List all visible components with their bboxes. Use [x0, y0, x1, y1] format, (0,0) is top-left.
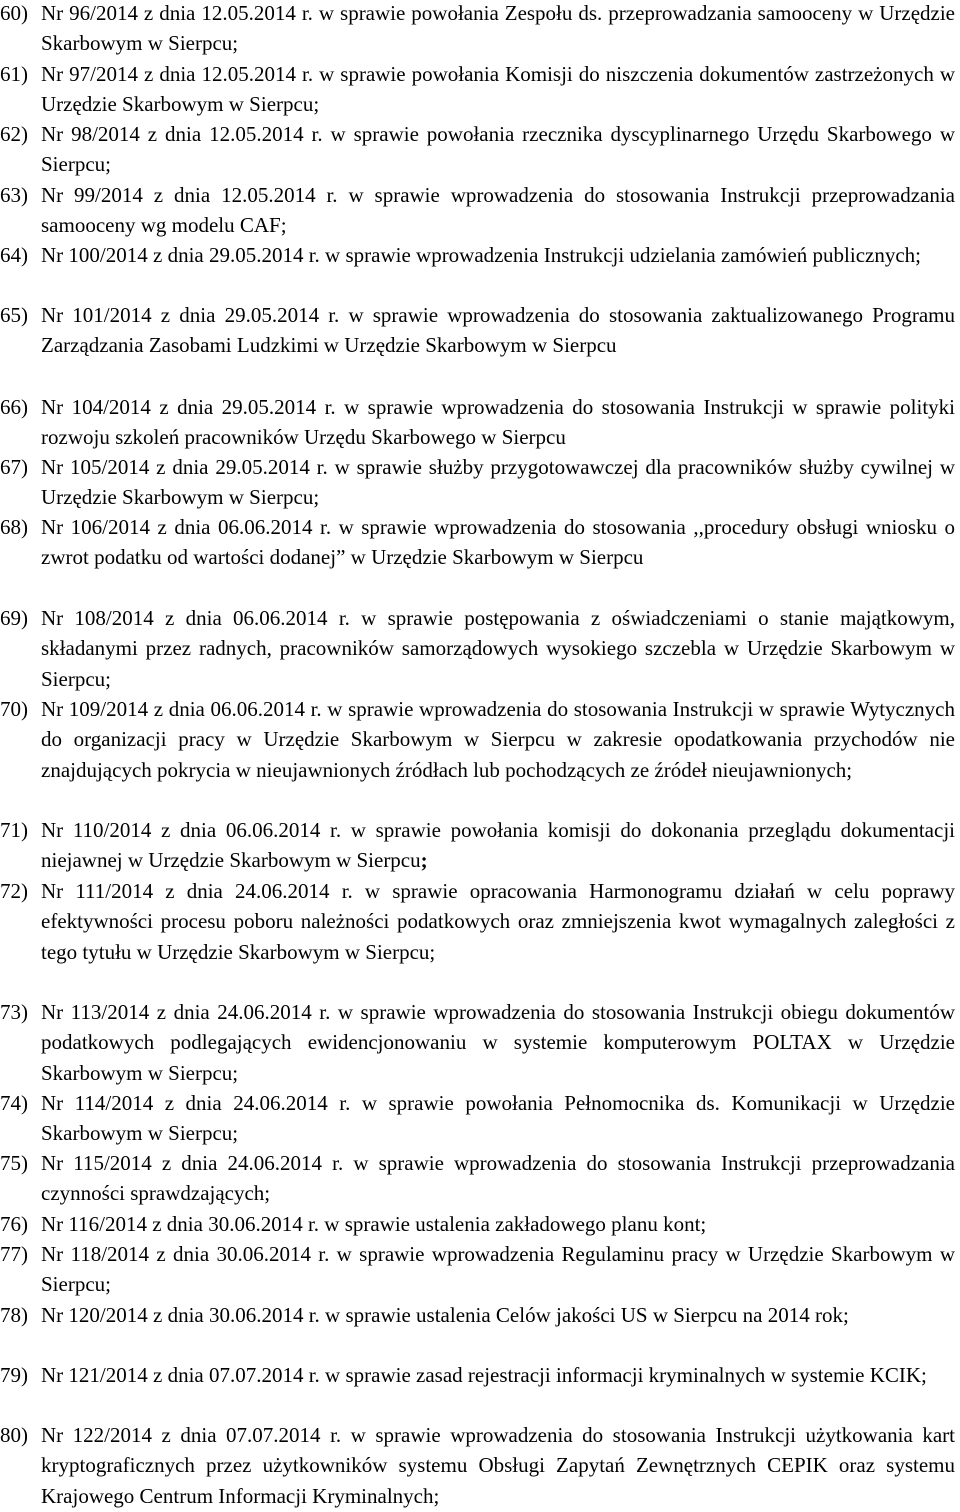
list-item — [0, 180, 955, 241]
list-item-number: 80) — [0, 1423, 28, 1447]
list-item-text: Nr 114/2014 z dnia 24.06.2014 r. w sprawie powołania Pełnomocnika ds. Komunikacji w Urzędzie Skarbowym w Sierpcu; — [41, 1091, 955, 1146]
list-item — [0, 240, 955, 270]
list-item — [0, 392, 955, 453]
list-item-text: Nr 99/2014 z dnia 12.05.2014 r. w sprawie wprowadzenia do stosowania Instrukcji przeprowadzania samooceny wg modelu CAF; — [41, 183, 955, 238]
list-item-number: 66) — [0, 395, 28, 419]
list-item-text: Nr 106/2014 z dnia 06.06.2014 r. w sprawie wprowadzenia do stosowania ,,procedury obsługi wniosku o zwrot podatku od wartości dodanej” w Urzędzie Skarbowym w Sierpcu — [41, 515, 955, 570]
list-item-text: Nr 96/2014 z dnia 12.05.2014 r. w sprawie powołania Zespołu ds. przeprowadzania samooceny w Urzędzie Skarbowym w Sierpcu; — [41, 1, 955, 56]
list-item — [0, 512, 955, 573]
list-item — [0, 1420, 955, 1511]
list-item-number: 76) — [0, 1212, 28, 1236]
list-item-number: 75) — [0, 1151, 28, 1175]
list-item-number: 64) — [0, 243, 28, 267]
list-item-text: Nr 122/2014 z dnia 07.07.2014 r. w sprawie wprowadzenia do stosowania Instrukcji użytkowania kart kryptograficznych przez użytkowników systemu Obsługi Zapytań Zewnętrznych CEPIK oraz systemu Krajowego Centrum Informacji Kryminalnych; — [41, 1423, 955, 1508]
list-item — [0, 452, 955, 513]
list-item-number: 74) — [0, 1091, 28, 1115]
list-item-number: 73) — [0, 1000, 28, 1024]
list-item — [0, 1360, 955, 1390]
list-item-text-main: Nr 110/2014 z dnia 06.06.2014 r. w sprawie powołania komisji do dokonania przeglądu dokumentacji niejawnej w Urzędzie Skarbowym w Sierpcu — [41, 818, 955, 873]
list-item-number: 79) — [0, 1363, 28, 1387]
list-item-text: Nr 108/2014 z dnia 06.06.2014 r. w sprawie postępowania z oświadczeniami o stanie majątkowym, składanymi przez radnych, pracowników samorządowych wysokiego szczebla w Urzędzie Skarbowym w Sierpcu; — [41, 606, 955, 691]
list-item — [0, 1239, 955, 1300]
list-item — [0, 1300, 955, 1330]
list-item-text: Nr 109/2014 z dnia 06.06.2014 r. w sprawie wprowadzenia do stosowania Instrukcji w sprawie Wytycznych do organizacji pracy w Urzędzie Skarbowym w Sierpcu w zakresie opodatkowania przychodów nie znajdujących pokrycia w nieujawnionych źródłach lub pochodzących ze źródeł nieujawnionych; — [41, 697, 955, 782]
list-item-number: 61) — [0, 62, 28, 86]
list-item-number: 70) — [0, 697, 28, 721]
list-item-number: 78) — [0, 1303, 28, 1327]
list-item — [0, 1148, 955, 1209]
list-item-text-bold-suffix: ; — [420, 848, 428, 873]
list-item-text: Nr 116/2014 z dnia 30.06.2014 r. w sprawie ustalenia zakładowego planu kont; — [41, 1212, 707, 1236]
list-item-text: Nr 111/2014 z dnia 24.06.2014 r. w sprawie opracowania Harmonogramu działań w celu poprawy efektywności procesu poboru należności podatkowych oraz zmniejszenia kwot wymagalnych zaległości z tego tytułu w Urzędzie Skarbowym w Sierpcu; — [41, 879, 955, 964]
list-item-number: 63) — [0, 183, 28, 207]
list-item-text — [41, 815, 955, 876]
list-item-text: Nr 121/2014 z dnia 07.07.2014 r. w sprawie zasad rejestracji informacji kryminalnych w systemie KCIK; — [41, 1363, 927, 1387]
list-item-text: Nr 113/2014 z dnia 24.06.2014 r. w sprawie wprowadzenia do stosowania Instrukcji obiegu dokumentów podatkowych podlegających ewidencjonowaniu w systemie komputerowym POLTAX w Urzędzie Skarbowym w Sierpcu; — [41, 1000, 955, 1085]
list-item-number: 67) — [0, 455, 28, 479]
list-item — [0, 1088, 955, 1149]
list-item — [0, 603, 955, 694]
list-item-number: 60) — [0, 1, 28, 25]
list-item-number: 65) — [0, 303, 28, 327]
list-item-text: Nr 98/2014 z dnia 12.05.2014 r. w sprawie powołania rzecznika dyscyplinarnego Urzędu Skarbowego w Sierpcu; — [41, 122, 955, 177]
list-item — [0, 815, 955, 876]
list-item-number: 68) — [0, 515, 28, 539]
list-item — [0, 997, 955, 1088]
list-item — [0, 876, 955, 967]
list-item — [0, 0, 955, 59]
list-item-text: Nr 118/2014 z dnia 30.06.2014 r. w sprawie wprowadzenia Regulaminu pracy w Urzędzie Skarbowym w Sierpcu; — [41, 1242, 955, 1297]
list-item-text: Nr 105/2014 z dnia 29.05.2014 r. w sprawie służby przygotowawczej dla pracowników służby cywilnej w Urzędzie Skarbowym w Sierpcu; — [41, 455, 955, 510]
list-item-text: Nr 120/2014 z dnia 30.06.2014 r. w sprawie ustalenia Celów jakości US w Sierpcu na 2014 rok; — [41, 1303, 849, 1327]
list-item-number: 72) — [0, 879, 28, 903]
list-item — [0, 694, 955, 785]
list-item-number: 62) — [0, 122, 28, 146]
list-item-number: 69) — [0, 606, 28, 630]
list-item-text: Nr 101/2014 z dnia 29.05.2014 r. w sprawie wprowadzenia do stosowania zaktualizowanego Programu Zarządzania Zasobami Ludzkimi w Urzędzie Skarbowym w Sierpcu — [41, 303, 955, 358]
list-item-text: Nr 97/2014 z dnia 12.05.2014 r. w sprawie powołania Komisji do niszczenia dokumentów zastrzeżonych w Urzędzie Skarbowym w Sierpcu; — [41, 62, 955, 117]
list-item-text: Nr 100/2014 z dnia 29.05.2014 r. w sprawie wprowadzenia Instrukcji udzielania zamówień publicznych; — [41, 243, 922, 267]
list-item-number: 71) — [0, 818, 28, 842]
list-item — [0, 1209, 955, 1239]
list-item — [0, 300, 955, 361]
list-item-text: Nr 115/2014 z dnia 24.06.2014 r. w sprawie wprowadzenia do stosowania Instrukcji przeprowadzania czynności sprawdzających; — [41, 1151, 955, 1206]
list-item-number: 77) — [0, 1242, 28, 1266]
list-item — [0, 119, 955, 180]
list-item-text: Nr 104/2014 z dnia 29.05.2014 r. w sprawie wprowadzenia do stosowania Instrukcji w sprawie polityki rozwoju szkoleń pracowników Urzędu Skarbowego w Sierpcu — [41, 395, 955, 450]
list-item — [0, 59, 955, 120]
